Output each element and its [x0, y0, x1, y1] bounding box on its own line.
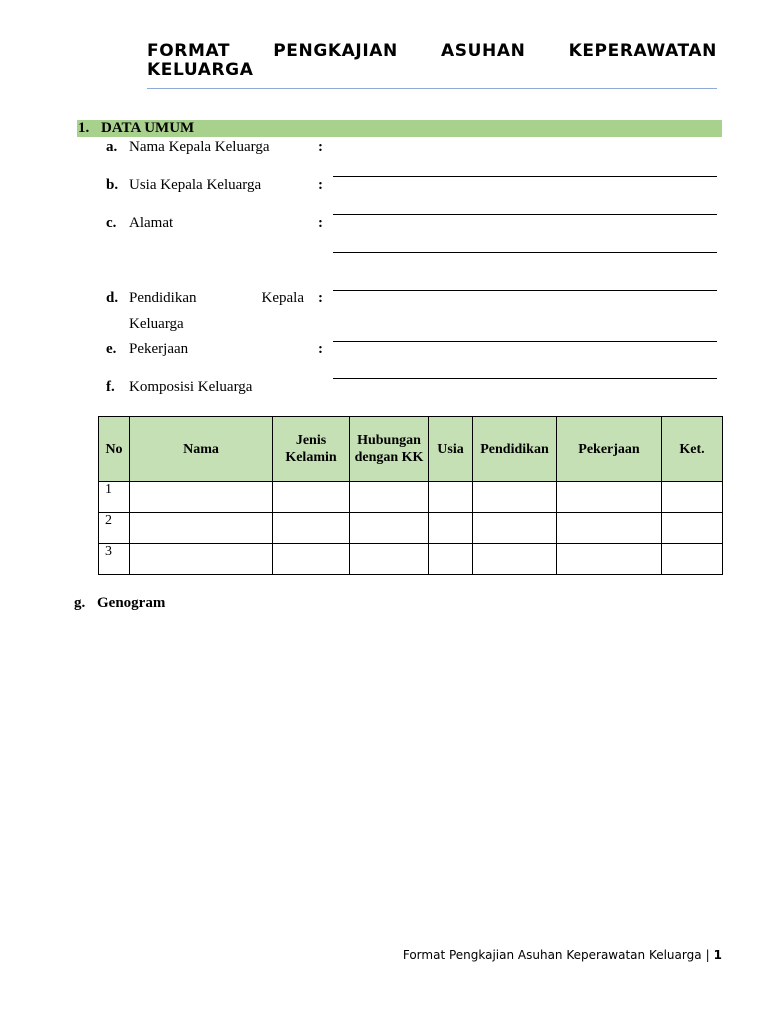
table-header-row	[99, 417, 723, 482]
field-letter: c.	[106, 215, 117, 231]
title-underline	[147, 88, 717, 89]
table-cell-no: 1	[99, 482, 130, 513]
komposisi-keluarga-table	[98, 416, 723, 575]
table-cell[interactable]	[130, 482, 273, 513]
section-header-data-umum	[77, 120, 722, 137]
column-header-no: No	[99, 417, 130, 482]
fill-line-pendidikan[interactable]	[333, 341, 717, 342]
table-cell[interactable]	[662, 513, 723, 544]
field-label-line1	[129, 290, 304, 307]
table-cell[interactable]	[350, 513, 429, 544]
document-title: FORMAT PENGKAJIAN ASUHAN KEPERAWATAN KELUARGA	[147, 41, 717, 80]
table-cell[interactable]	[130, 544, 273, 575]
field-label-word: Pendidikan	[129, 290, 197, 306]
table-cell-no: 3	[99, 544, 130, 575]
field-colon: :	[318, 341, 323, 357]
field-colon: :	[318, 290, 323, 306]
table-cell[interactable]	[273, 482, 350, 513]
section-number: 1.	[78, 120, 90, 136]
field-letter: f.	[106, 379, 115, 395]
table-cell[interactable]	[429, 513, 473, 544]
column-header-pendidikan: Pendidikan	[473, 417, 557, 482]
fill-line-alamat-2[interactable]	[333, 290, 717, 291]
column-header-nama: Nama	[130, 417, 273, 482]
field-label: Usia Kepala Keluarga	[129, 177, 262, 193]
column-header-hubungan: Hubungan dengan KK	[350, 417, 429, 482]
fill-line-usia[interactable]	[333, 214, 717, 215]
page-footer	[403, 948, 722, 962]
table-cell-no: 2	[99, 513, 130, 544]
table-row	[99, 482, 723, 513]
table-cell[interactable]	[557, 482, 662, 513]
fill-line-nama[interactable]	[333, 176, 717, 177]
fill-line-pekerjaan[interactable]	[333, 378, 717, 379]
field-label: Alamat	[129, 215, 174, 231]
column-header-pekerjaan: Pekerjaan	[557, 417, 662, 482]
page-number: 1	[713, 948, 722, 962]
table-cell[interactable]	[350, 482, 429, 513]
footer-separator: |	[705, 948, 710, 962]
table-row	[99, 544, 723, 575]
table-cell[interactable]	[429, 544, 473, 575]
table-cell[interactable]	[473, 482, 557, 513]
field-letter: a.	[106, 139, 118, 155]
table-cell[interactable]	[429, 482, 473, 513]
table-cell[interactable]	[130, 513, 273, 544]
footer-text: Format Pengkajian Asuhan Keperawatan Keluarga	[402, 948, 702, 962]
field-colon: :	[318, 139, 323, 155]
field-colon: :	[318, 215, 323, 231]
column-header-jenis-kelamin: Jenis Kelamin	[273, 417, 350, 482]
table-cell[interactable]	[273, 513, 350, 544]
field-letter: b.	[106, 177, 119, 193]
table-cell[interactable]	[557, 544, 662, 575]
field-label: Pekerjaan	[129, 341, 189, 357]
genogram-label: Genogram	[97, 595, 166, 611]
section-title: DATA UMUM	[101, 120, 195, 136]
field-label-word: Kepala	[261, 290, 304, 306]
table-cell[interactable]	[662, 544, 723, 575]
field-letter: e.	[106, 341, 117, 357]
table-cell[interactable]	[557, 513, 662, 544]
field-label: Nama Kepala Keluarga	[129, 139, 270, 155]
genogram-letter: g.	[74, 595, 86, 611]
field-label-line2: Keluarga	[129, 316, 184, 332]
table-cell[interactable]	[662, 482, 723, 513]
table-cell[interactable]	[350, 544, 429, 575]
fill-line-alamat-1[interactable]	[333, 252, 717, 253]
table-row	[99, 513, 723, 544]
table-cell[interactable]	[273, 544, 350, 575]
field-letter: d.	[106, 290, 119, 306]
column-header-ket: Ket.	[662, 417, 723, 482]
table-cell[interactable]	[473, 513, 557, 544]
field-colon: :	[318, 177, 323, 193]
field-label: Komposisi Keluarga	[129, 379, 253, 395]
table-cell[interactable]	[473, 544, 557, 575]
column-header-usia: Usia	[429, 417, 473, 482]
